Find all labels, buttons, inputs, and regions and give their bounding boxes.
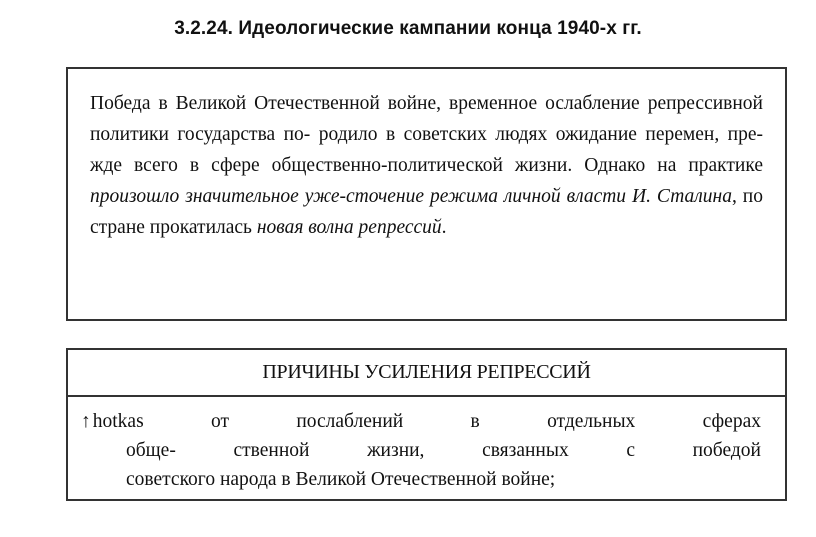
causes-box (66, 348, 787, 501)
intro-text-3: . (441, 217, 447, 238)
intro-italic-1: произошло значительное уже-сточение режима личной власти И. Сталина (90, 186, 732, 207)
page-title: 3.2.24. Идеологические кампании конца 1940-х гг. (174, 18, 642, 39)
intro-text-2: , по стране прокатилась (90, 186, 763, 238)
causes-line-2 (81, 436, 761, 465)
word: победой (692, 440, 761, 461)
causes-line-1-word-1 (81, 407, 144, 436)
word: послаблений (296, 411, 404, 432)
causes-line-3: советского народа в Великой Отечественной войне; (126, 469, 556, 490)
causes-header: ПРИЧИНЫ УСИЛЕНИЯ РЕПРЕССИЙ (68, 350, 785, 397)
word: сферах (702, 411, 761, 432)
intro-box (66, 67, 787, 321)
word: от (211, 411, 230, 432)
intro-text-1: Победа в Великой Отечественной войне, временное ослабление репрессивной политики государства по- родило в советских людях ожидание перемен, пре- жде всего в сфере общественно-политической жизни. Однако на практике (90, 93, 763, 176)
word: отдельных (547, 411, 636, 432)
word: обще- (126, 440, 176, 461)
causes-line-1 (81, 407, 761, 436)
word: в (470, 411, 480, 432)
causes-item (68, 397, 785, 494)
intro-paragraph (90, 88, 763, 243)
intro-italic-2: новая волна репрессий (256, 217, 442, 238)
word: связанных (482, 440, 569, 461)
word: ственной (233, 440, 310, 461)
word: жизни, (367, 440, 425, 461)
word: с (626, 440, 635, 461)
arrow-up-icon: ↑ (81, 411, 91, 432)
word: hotkas (92, 411, 144, 432)
